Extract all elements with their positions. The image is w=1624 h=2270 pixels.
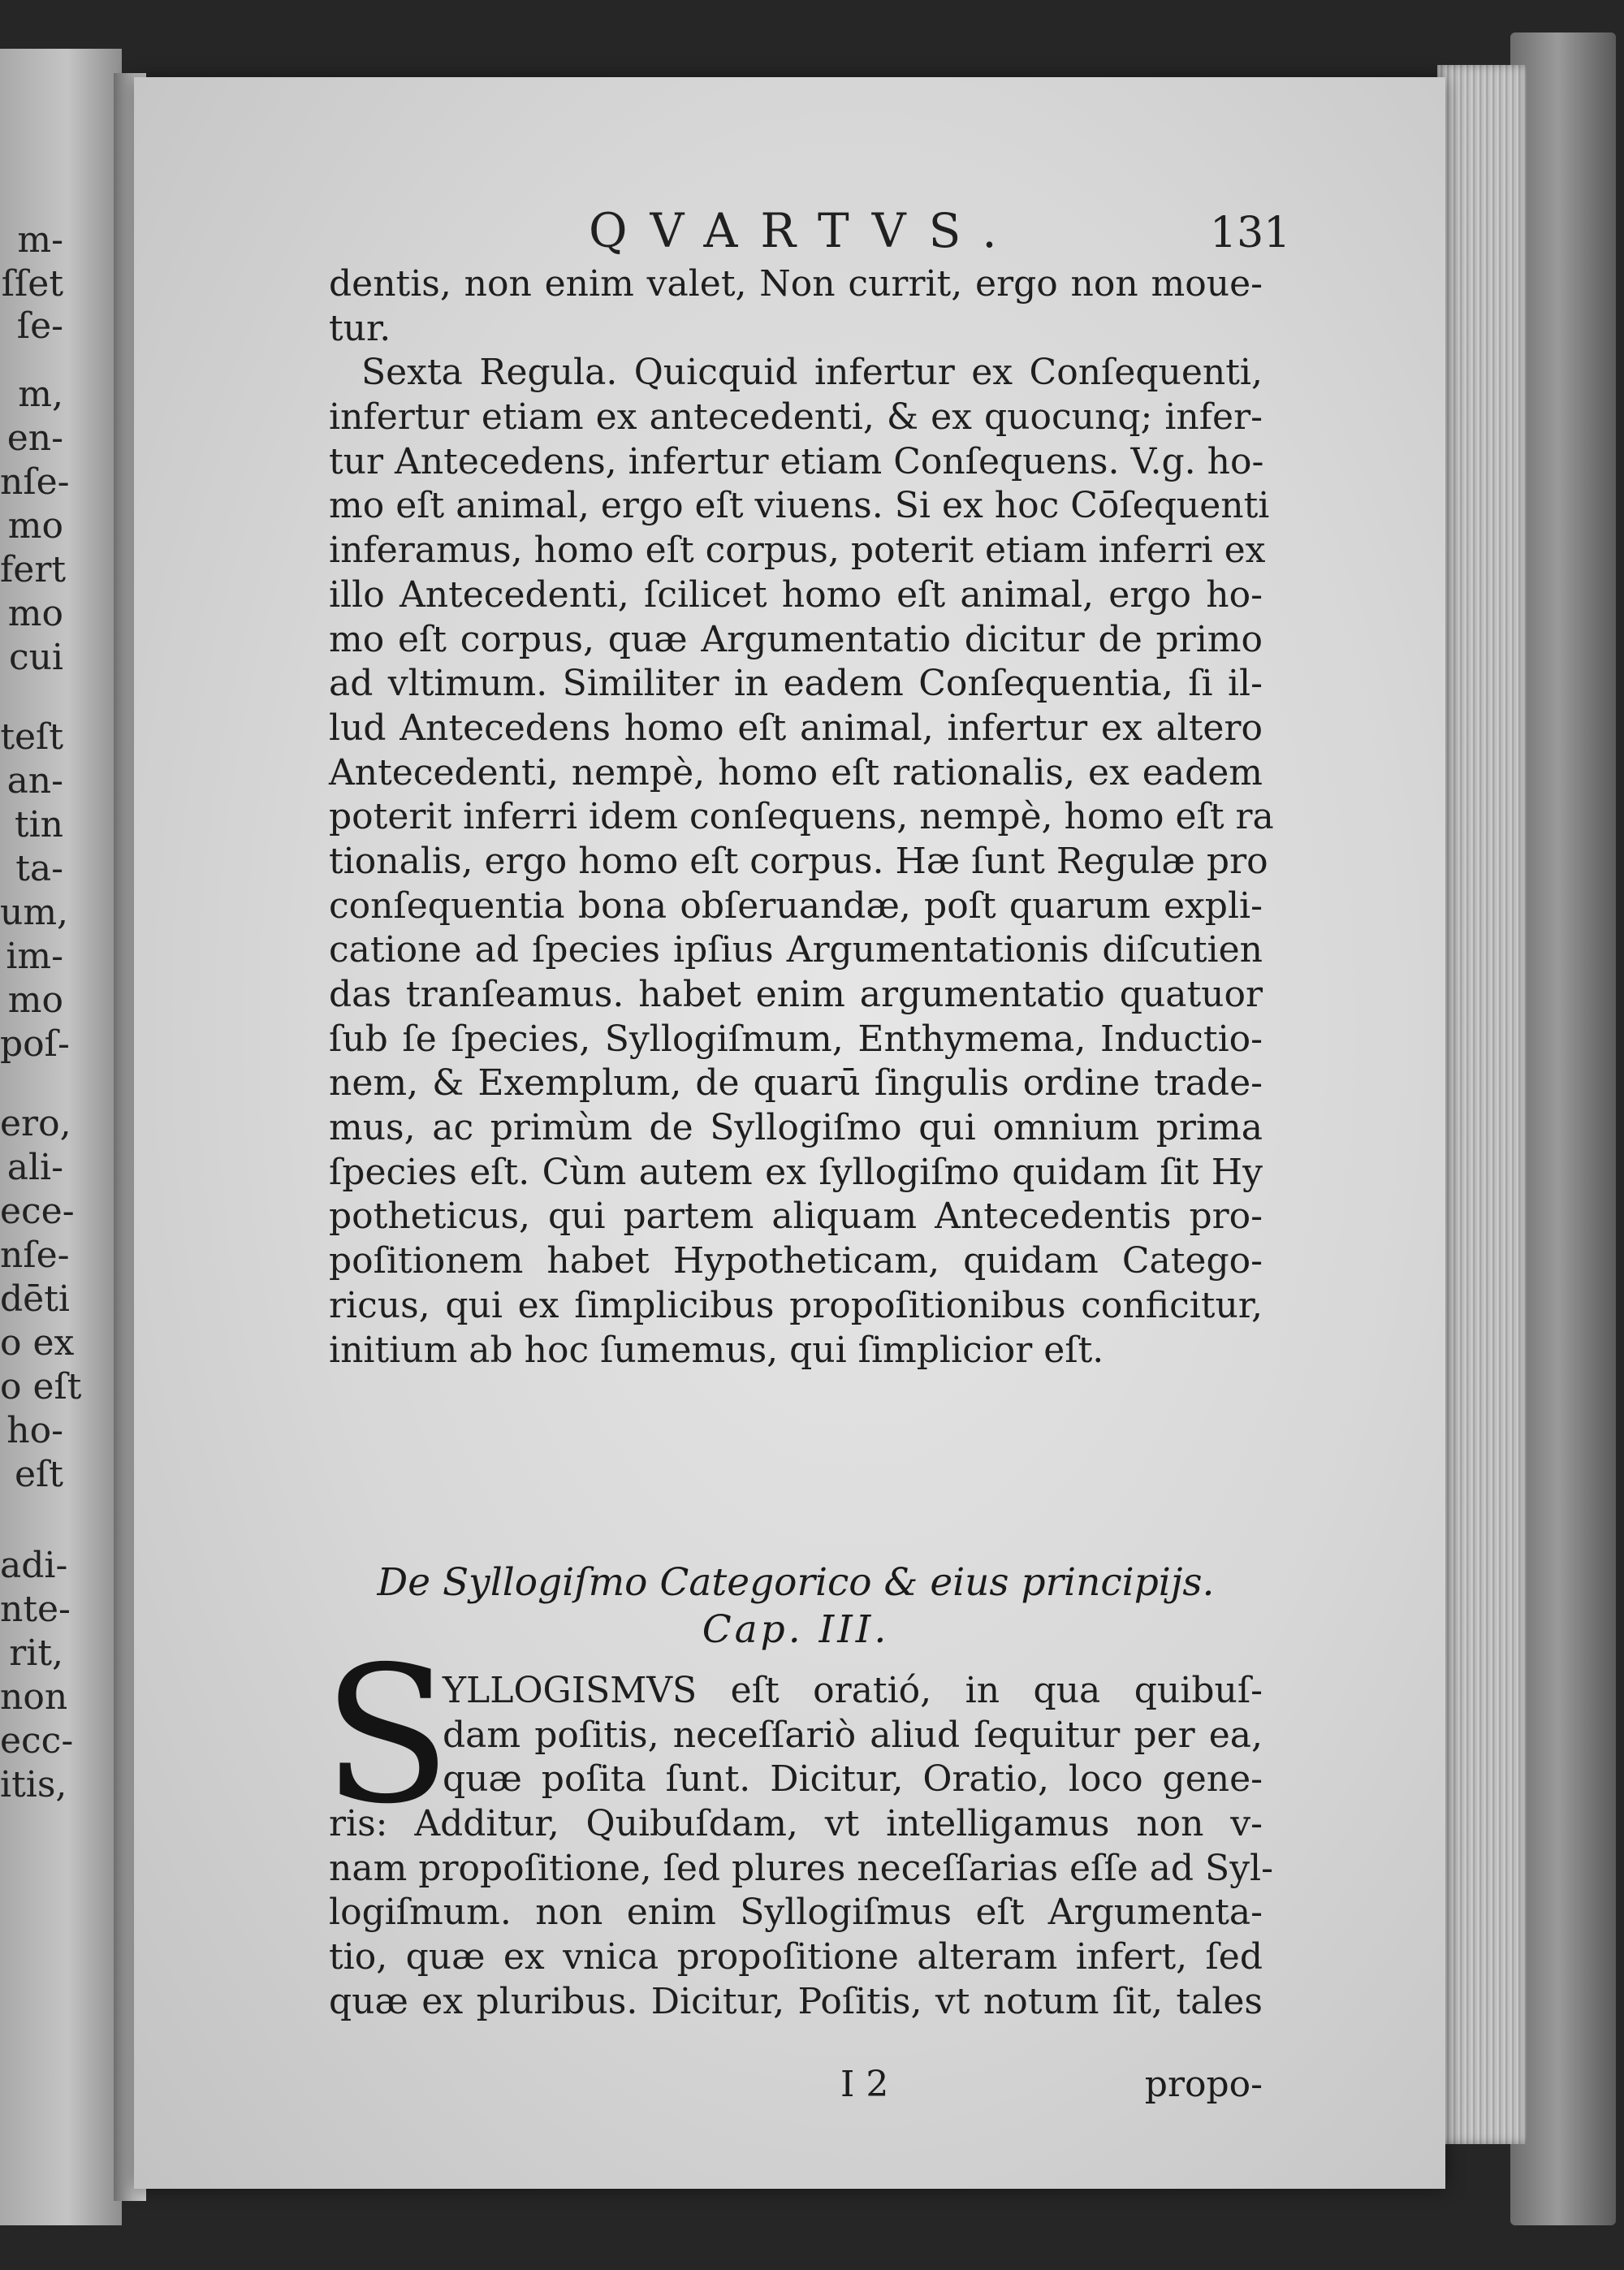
left-page-fragment: nſe- bbox=[0, 461, 70, 503]
right-page bbox=[134, 77, 1445, 2189]
text-line: das tranſeamus. habet enim argumentatio quatuor bbox=[329, 974, 1263, 1015]
chapter-title: De Syllogiſmo Categorico & eius principijs. bbox=[377, 1560, 1215, 1605]
left-page-fragment: fert bbox=[0, 549, 67, 590]
text-line: illo Antecedenti, ſcilicet homo eſt animal, ergo ho- bbox=[329, 573, 1263, 616]
left-page-fragment: m- bbox=[17, 219, 63, 261]
left-page-fragment: o ex bbox=[0, 1322, 75, 1364]
page-number: 131 bbox=[1210, 209, 1291, 257]
text-line: mo eſt corpus, quæ Argumentatio dicitur de primo bbox=[329, 618, 1263, 660]
text-line: mus, ac primùm de Syllogiſmo qui omnium prima bbox=[329, 1107, 1263, 1149]
page-leaves-edge bbox=[1437, 65, 1527, 2144]
left-page-fragment: ta- bbox=[15, 848, 63, 889]
text-line: ſub ſe ſpecies, Syllogiſmum, Enthymema, Inductio- bbox=[329, 1018, 1263, 1060]
text-line: poterit inferri idem conſequens, nempè, homo eſt ra bbox=[329, 796, 1274, 838]
text-line: YLLOGISMVS eſt oratió, in qua quibuſ- bbox=[443, 1670, 1263, 1711]
left-page-fragment: dēti bbox=[0, 1278, 70, 1320]
left-page-fragment: ali- bbox=[6, 1147, 63, 1188]
text-line: dam poſitis, neceſſariò aliud ſequitur per ea, bbox=[443, 1714, 1263, 1756]
catchword: propo- bbox=[1144, 2064, 1263, 2105]
left-page-fragment: itis, bbox=[0, 1764, 67, 1805]
left-page-fragment: ero, bbox=[0, 1103, 71, 1144]
left-page-fragment: tin bbox=[14, 804, 63, 845]
left-page-fragment: an- bbox=[6, 760, 63, 802]
text-line: mo eſt animal, ergo eſt viuens. Si ex hoc Cōſequenti bbox=[329, 485, 1270, 527]
running-head: QVARTVS. bbox=[589, 203, 1020, 258]
text-line: tio, quæ ex vnica propoſitione alteram infert, ſed bbox=[329, 1936, 1263, 1978]
text-line: poſitionem habet Hypotheticam, quidam Catego- bbox=[329, 1240, 1263, 1282]
text-line: nem, & Exemplum, de quarū ſingulis ordine trade- bbox=[329, 1062, 1263, 1105]
left-page-fragment: o eſt bbox=[0, 1366, 82, 1407]
text-line: inferamus, homo eſt corpus, poterit etiam inferri ex bbox=[329, 530, 1266, 572]
text-line: quæ poſita ſunt. Dicitur, Oratio, loco gene- bbox=[443, 1758, 1263, 1801]
text-line: infertur etiam ex antecedenti, & ex quocunq; infer- bbox=[329, 396, 1263, 439]
chapter-heading bbox=[369, 1559, 1222, 1654]
left-page-fragment: poſ- bbox=[0, 1023, 70, 1065]
text-line: Antecedenti, nempè, homo eſt rationalis, ex eadem bbox=[329, 751, 1263, 793]
text-line: tionalis, ergo homo eſt corpus. Hæ ſunt Regulæ pro bbox=[329, 840, 1268, 882]
text-line: ad vltimum. Similiter in eadem Conſequentia, ſi il- bbox=[329, 663, 1263, 705]
drop-cap: S bbox=[322, 1626, 451, 1845]
text-line: tur Antecedens, infertur etiam Conſequens. V.g. ho- bbox=[329, 440, 1264, 482]
left-page-fragment: en- bbox=[6, 417, 63, 459]
chapter-number: Cap. III. bbox=[702, 1607, 890, 1652]
left-page-fragment: im- bbox=[6, 936, 63, 977]
text-line: tur. bbox=[329, 307, 391, 349]
left-page-fragment: rit, bbox=[9, 1632, 63, 1674]
left-page-fragment: nte- bbox=[0, 1589, 71, 1630]
left-page-fragment: mo bbox=[7, 505, 63, 547]
text-line: logiſmum. non enim Syllogiſmus eſt Argumenta- bbox=[329, 1892, 1263, 1934]
text-line: ſpecies eſt. Cùm autem ex ſyllogiſmo quidam ſit Hy bbox=[329, 1151, 1263, 1193]
left-page-fragment: adi- bbox=[0, 1545, 68, 1586]
left-page-fragment: ecc- bbox=[0, 1720, 74, 1762]
left-page-fragment: teſt bbox=[0, 716, 63, 758]
text-line: lud Antecedens homo eſt animal, infertur ex altero bbox=[329, 707, 1263, 749]
text-line: Sexta Regula. Quicquid infertur ex Conſequenti, bbox=[361, 352, 1263, 394]
left-page-fragment: mo bbox=[7, 979, 63, 1021]
left-page-fragment: um, bbox=[0, 892, 69, 933]
text-line: potheticus, qui partem aliquam Antecedentis pro- bbox=[329, 1196, 1263, 1238]
text-line: ricus, qui ex ſimplicibus propoſitionibus conficitur, bbox=[329, 1284, 1263, 1326]
signature-mark: I 2 bbox=[840, 2064, 889, 2105]
left-page-fragment: non bbox=[0, 1676, 68, 1718]
left-page-fragment: eſt bbox=[14, 1454, 63, 1495]
left-page-fragment: cui bbox=[8, 637, 63, 678]
text-line: initium ab hoc ſumemus, qui ſimplicior eſt. bbox=[329, 1329, 1104, 1371]
text-line: quæ ex pluribus. Dicitur, Poſitis, vt notum ſit, tales bbox=[329, 1980, 1263, 2022]
left-page-fragment: ſe- bbox=[16, 305, 63, 347]
paragraph-1 bbox=[329, 262, 1274, 1373]
text-line: ris: Additur, Quibuſdam, vt intelligamus non v- bbox=[329, 1803, 1263, 1845]
page-footer bbox=[329, 2065, 1263, 2105]
text-line: catione ad ſpecies ipſius Argumentationis diſcutien bbox=[329, 929, 1263, 971]
left-page-fragment: m, bbox=[18, 374, 63, 415]
left-page-fragment: nſe- bbox=[0, 1234, 70, 1276]
text-line: dentis, non enim valet, Non currit, ergo non moue- bbox=[329, 263, 1263, 305]
text-line: conſequentia bona obſeruandæ, poſt quarum expli- bbox=[329, 884, 1263, 927]
left-page-fragment: ece- bbox=[0, 1191, 75, 1232]
text-line: nam propoſitione, ſed plures neceſſarias eſſe ad Syl- bbox=[329, 1847, 1273, 1889]
left-page-fragment: mo bbox=[7, 593, 63, 634]
left-page-fragment: ſſet bbox=[1, 263, 63, 305]
left-page-fragment: ho- bbox=[6, 1410, 63, 1451]
left-page bbox=[0, 49, 122, 2225]
